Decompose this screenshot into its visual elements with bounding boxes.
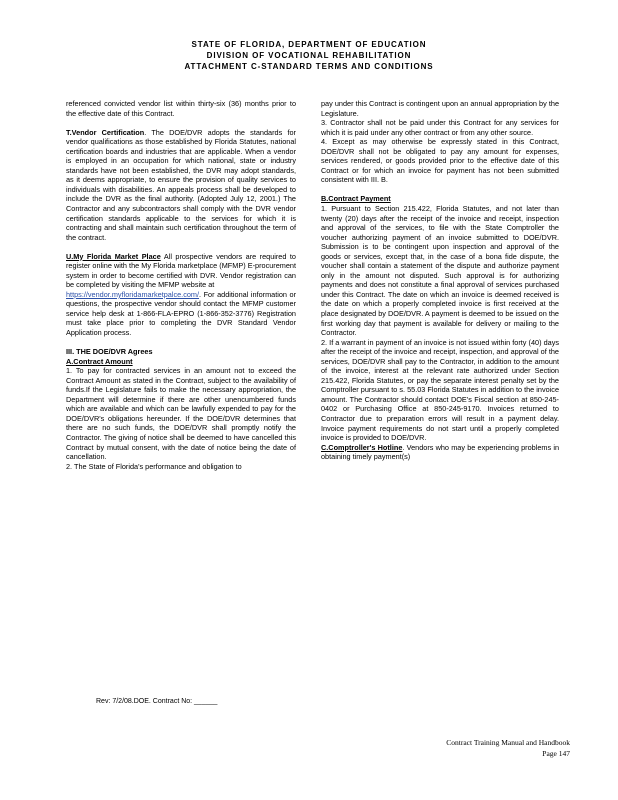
section-c: [321, 443, 559, 462]
section-u-body-a: All prospective vendors are required to register online with the My Florida marketplace (MFMP) E-procurement system in order to become certified with DVR. Vendor registration can be completed by visiting the MFMP website at: [66, 251, 296, 290]
right-paragraph-1: pay under this Contract is contingent upon an annual appropriation by the Legislature.: [321, 99, 559, 118]
section-3-heading: III. THE DOE/DVR Agrees: [66, 347, 153, 357]
footer-page-number: Page 147: [542, 749, 570, 758]
section-t: [66, 128, 296, 243]
section-u-heading: U.My Florida Market Place: [66, 251, 161, 261]
section-c-body: . Vendors who may be experiencing problems in obtaining timely payment(s): [321, 442, 559, 462]
section-b-heading: B.Contract Payment: [321, 194, 391, 204]
section-c-heading: C.Comptroller's Hotline: [321, 442, 403, 452]
section-u: [66, 252, 296, 338]
section-b-item-1: 1. Pursuant to Section 215.422, Florida Statutes, and not later than twenty (20) days after the receipt of the invoice and receipt, inspection and approval of the services, to file with the State Comptroller the voucher authorizing payment of an invoice submitted to DOE/DVR. Submission is to be contingent upon inspection and approval of the goods or services, except that, in the case of a bona fide dispute, the voucher shall contain a statement of the dispute and authorize payment only in the amount not disputed. Such approval is for authorizing payments and does not constitute a final approval of services purchased under this Contract. The date on which an invoice is deemed received is the date on which a properly completed invoice is first received at the place designated by DOE/DVR. A payment is deemed to be issued on the first working day that payment is available for delivery or mailing to the Contractor.: [321, 203, 559, 338]
left-column: [66, 99, 296, 471]
section-t-heading: T.Vendor Certification: [66, 127, 145, 137]
section-t-body: . The DOE/DVR adopts the standards for vendor qualifications as those established by Florida Statutes, national certification boards and industries that are applicable. When a vendor is employed in an occupation for which national, state or industry standards have not been established, the DVR may adopt standards, as it deems appropriate, to ensure the provision of quality services to individuals with disabilities. An appeals process shall be developed to include the DVR as the final authority. (Adopted July 12, 2001.) The Contractor and any subcontractors shall comply with the DVR vendor certification standards applicable to the services for which it is contracting and shall maintain such certification throughout the term of the contract.: [66, 127, 296, 242]
header-line-3: ATTACHMENT C-STANDARD TERMS AND CONDITIONS: [184, 62, 434, 71]
revision-note: Rev: 7/2/08.DOE. Contract No: ______: [96, 698, 218, 705]
footer-manual-title: Contract Training Manual and Handbook: [446, 738, 570, 747]
section-b-item-2: 2. If a warrant in payment of an invoice is not issued within forty (40) days after the receipt of the invoice and receipt, inspection, and approval of the services, DOE/DVR shall pay to the Contractor, in addition to the amount of the invoice, interest at the relevant rate authorized under Section 215.422, Florida Statutes, or pay the separate interest penalty set by the Comptroller pursuant to s. 55.03 Florida Statutes in addition to the invoice amount. The Contractor should contact DOE's Fiscal section at 850-245-0402 or Purchasing Office at 850-245-9170. Invoices returned to Contractor due to preparation errors will result in a payment delay. Invoice payment requirements do not start until a properly completed invoice is provided to DOE/DVR.: [321, 337, 559, 443]
section-a-item-3: 3. Contractor shall not be paid under this Contract for any services for which it is paid under any other contract or from any other source.: [321, 118, 559, 137]
header-line-1: STATE OF FLORIDA, DEPARTMENT OF EDUCATION: [191, 40, 427, 49]
mfmp-link[interactable]: https://vendor.myfloridamarketpalce.com/: [66, 289, 200, 299]
left-paragraph-1: referenced convicted vendor list within thirty-six (36) months prior to the effective date of this Contract.: [66, 99, 296, 118]
section-a-item-1: 1. To pay for contracted services in an amount not to exceed the Contract Amount as stated in the Contract, subject to the availability of funds.If the Legislature fails to make the necessary appropriation, the Department will determine if there are other unencumbered funds which are available and which can be lawfully expended to pay for the DOE/DVR's obligations hereunder. If the DOE/DVR determines that there are no such funds, the DOE/DVR shall promptly notify the Contractor. The giving of notice shall be deemed to have cancelled this Contract by mutual consent, with the date of notice being the date of cancellation.: [66, 366, 296, 462]
section-u-body-b: . For additional information or questions, the prospective vendor should contact the MFMP customer service help desk at 1-866-FLA-EPRO (1-866-352-3776) Registration must take place prior to completing the DVR Standard Vendor Application process.: [66, 289, 296, 338]
right-column: [321, 99, 559, 462]
header-line-2: DIVISION OF VOCATIONAL REHABILITATION: [206, 51, 412, 60]
section-a-heading: A.Contract Amount: [66, 356, 133, 366]
section-a-item-4: 4. Except as may otherwise be expressly stated in this Contract, DOE/DVR shall not be obligated to pay any amount for expenses, services rendered, or goods provided prior to the effective date of this Contract or for which an invoice for payment has not been submitted consistent with III. B.: [321, 137, 559, 185]
section-a-item-2: 2. The State of Florida's performance and obligation to: [66, 461, 242, 471]
